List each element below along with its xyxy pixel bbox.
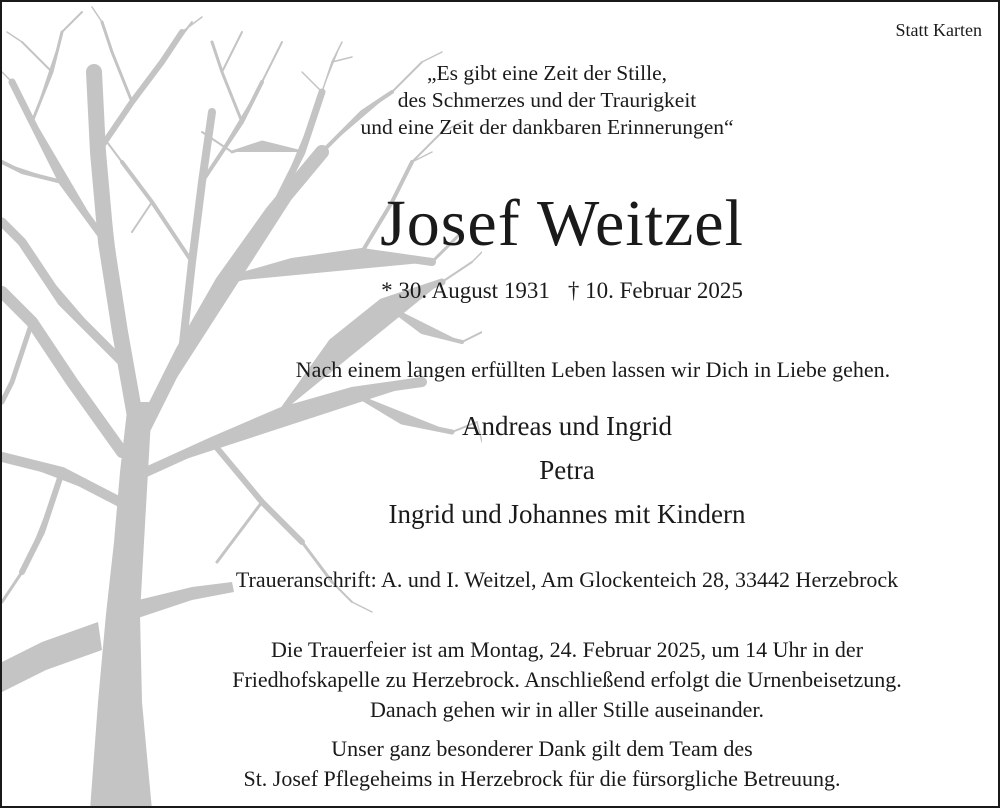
family-member: Ingrid und Johannes mit Kindern [388, 499, 746, 529]
quote-line: „Es gibt eine Zeit der Stille, [426, 61, 668, 85]
ceremony-info [102, 635, 1000, 725]
statt-karten-label: Statt Karten [895, 20, 982, 40]
ceremony-line: Friedhofskapelle zu Herzebrock. Anschließend erfolgt die Urnenbeisetzung. [232, 667, 902, 692]
family-names [102, 404, 1000, 536]
quote-line: und eine Zeit der dankbaren Erinnerungen“ [360, 115, 734, 139]
ceremony-line: Die Trauerfeier ist am Montag, 24. Februar 2025, um 14 Uhr in der [270, 637, 864, 662]
mourning-address: Traueranschrift: A. und I. Weitzel, Am Glockenteich 28, 33442 Herzebrock [235, 567, 899, 592]
thanks-text [77, 734, 1000, 794]
farewell-text: Nach einem langen erfüllten Leben lassen wir Dich in Liebe gehen. [295, 357, 891, 382]
thanks-line: St. Josef Pflegeheims in Herzebrock für die fürsorgliche Betreuung. [243, 766, 841, 791]
quote [82, 60, 1000, 141]
life-dates [97, 276, 1000, 306]
deceased-name: Josef Weitzel [380, 187, 744, 260]
family-member: Petra [539, 455, 595, 485]
death-date: † 10. Februar 2025 [567, 278, 743, 303]
family-member: Andreas und Ingrid [462, 411, 672, 441]
thanks-line: Unser ganz besonderer Dank gilt dem Team des [331, 736, 753, 761]
ceremony-line: Danach gehen wir in aller Stille auseinander. [369, 697, 765, 722]
quote-line: des Schmerzes und der Traurigkeit [397, 88, 697, 112]
birth-date: * 30. August 1931 [381, 278, 550, 303]
